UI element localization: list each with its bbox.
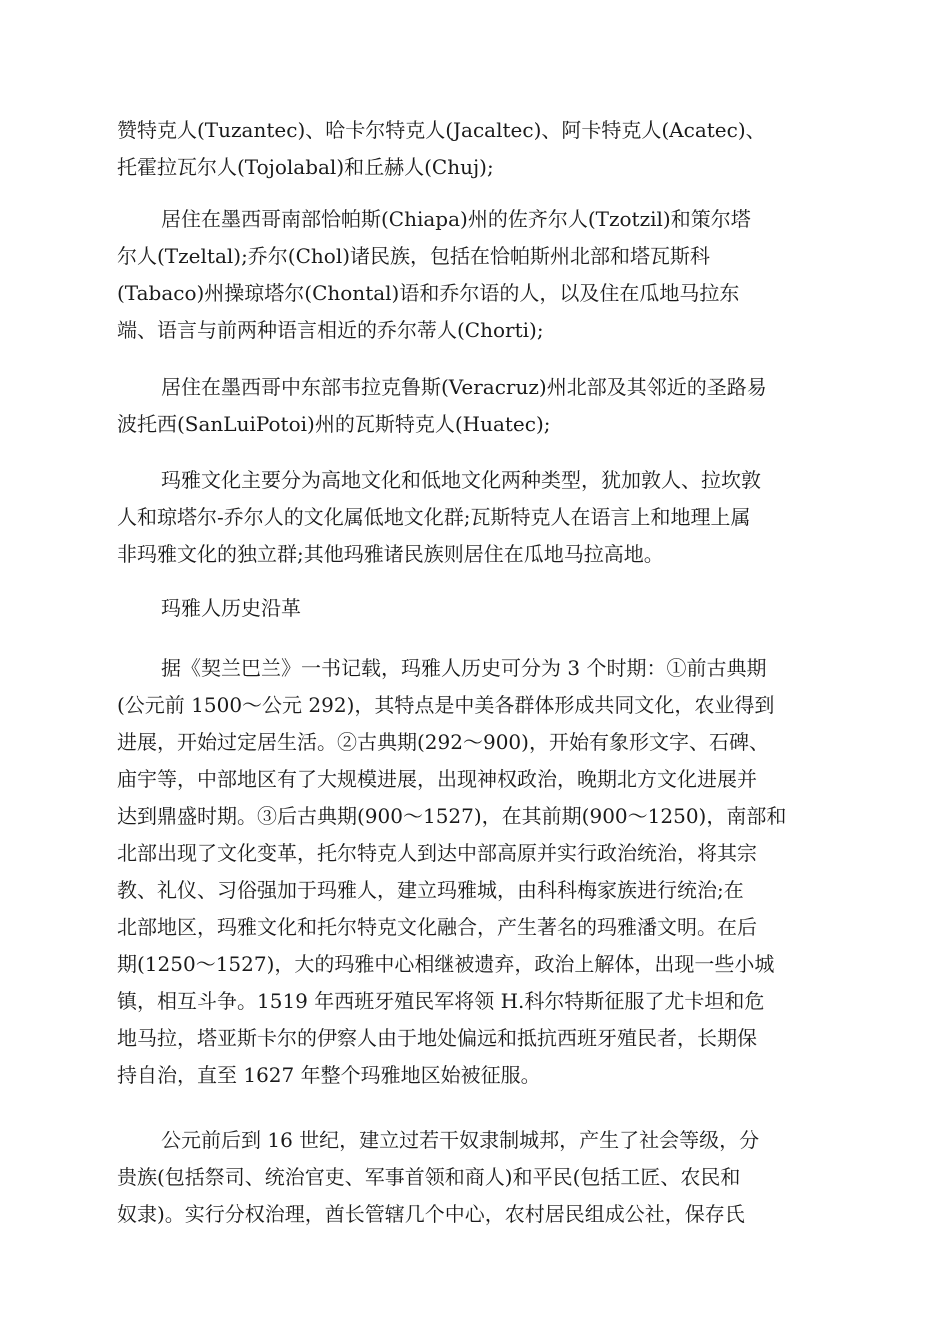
text-line: 达到鼎盛时期。③后古典期(900～1527)，在其前期(900～1250)，南部和 [117, 804, 787, 828]
text-line: (Tabaco)州操琼塔尔(Chontal)语和乔尔语的人，以及住在瓜地马拉东 [117, 281, 740, 305]
section-heading: 玛雅人历史沿革 [161, 596, 301, 620]
paragraph-social-structure [117, 1122, 837, 1233]
text-line: 托霍拉瓦尔人(Tojolabal)和丘赫人(Chuj); [117, 155, 494, 179]
text-line: 奴隶)。实行分权治理，酋长管辖几个中心，农村居民组成公社，保存氏 [117, 1202, 745, 1226]
paragraph-culture-types [117, 462, 837, 573]
text-line: 非玛雅文化的独立群;其他玛雅诸民族则居住在瓜地马拉高地。 [117, 542, 664, 566]
paragraph-history-periods [117, 650, 837, 1094]
text-line: 庙宇等，中部地区有了大规模进展，出现神权政治，晚期北方文化进展并 [117, 767, 757, 791]
paragraph-huastec [117, 369, 837, 443]
text-line: 北部地区，玛雅文化和托尔特克文化融合，产生著名的玛雅潘文明。在后 [117, 915, 757, 939]
text-line: 教、礼仪、习俗强加于玛雅人，建立玛雅城，由科科梅家族进行统治;在 [117, 878, 744, 902]
text-line: 北部出现了文化变革，托尔特克人到达中部高原并实行政治统治，将其宗 [117, 841, 757, 865]
text-line: 持自治，直至 1627 年整个玛雅地区始被征服。 [117, 1063, 541, 1087]
paragraph-tzotzil-tzeltal-chol [117, 201, 837, 349]
text-line: 进展，开始过定居生活。②古典期(292～900)，开始有象形文字、石碑、 [117, 730, 769, 754]
text-line: 玛雅文化主要分为高地文化和低地文化两种类型，犹加敦人、拉坎敦 [161, 468, 761, 492]
text-line: 波托西(SanLuiPotoi)州的瓦斯特克人(Huatec); [117, 412, 551, 436]
text-line: (公元前 1500～公元 292)，其特点是中美各群体形成共同文化，农业得到 [117, 693, 775, 717]
text-line: 贵族(包括祭司、统治官吏、军事首领和商人)和平民(包括工匠、农民和 [117, 1165, 741, 1189]
text-line: 镇，相互斗争。1519 年西班牙殖民军将领 H.科尔特斯征服了尤卡坦和危 [117, 989, 765, 1013]
section-heading-history [117, 590, 837, 627]
text-line: 据《契兰巴兰》一书记载，玛雅人历史可分为 3 个时期：①前古典期 [161, 656, 767, 680]
paragraph-ethnic-groups-continued [117, 112, 837, 186]
text-line: 尔人(Tzeltal);乔尔(Chol)诸民族，包括在恰帕斯州北部和塔瓦斯科 [117, 244, 711, 268]
text-line: 公元前后到 16 世纪，建立过若干奴隶制城邦，产生了社会等级，分 [161, 1128, 760, 1152]
text-line: 人和琼塔尔-乔尔人的文化属低地文化群;瓦斯特克人在语言上和地理上属 [117, 505, 751, 529]
text-line: 地马拉，塔亚斯卡尔的伊察人由于地处偏远和抵抗西班牙殖民者，长期保 [117, 1026, 757, 1050]
text-line: 居住在墨西哥中东部韦拉克鲁斯(Veracruz)州北部及其邻近的圣路易 [161, 375, 767, 399]
text-line: 居住在墨西哥南部恰帕斯(Chiapa)州的佐齐尔人(Tzotzil)和策尔塔 [161, 207, 751, 231]
text-line: 期(1250～1527)，大的玛雅中心相继被遗弃，政治上解体，出现一些小城 [117, 952, 775, 976]
text-line: 端、语言与前两种语言相近的乔尔蒂人(Chorti); [117, 318, 544, 342]
text-line: 赞特克人(Tuzantec)、哈卡尔特克人(Jacaltec)、阿卡特克人(Acatec)、 [117, 118, 766, 142]
